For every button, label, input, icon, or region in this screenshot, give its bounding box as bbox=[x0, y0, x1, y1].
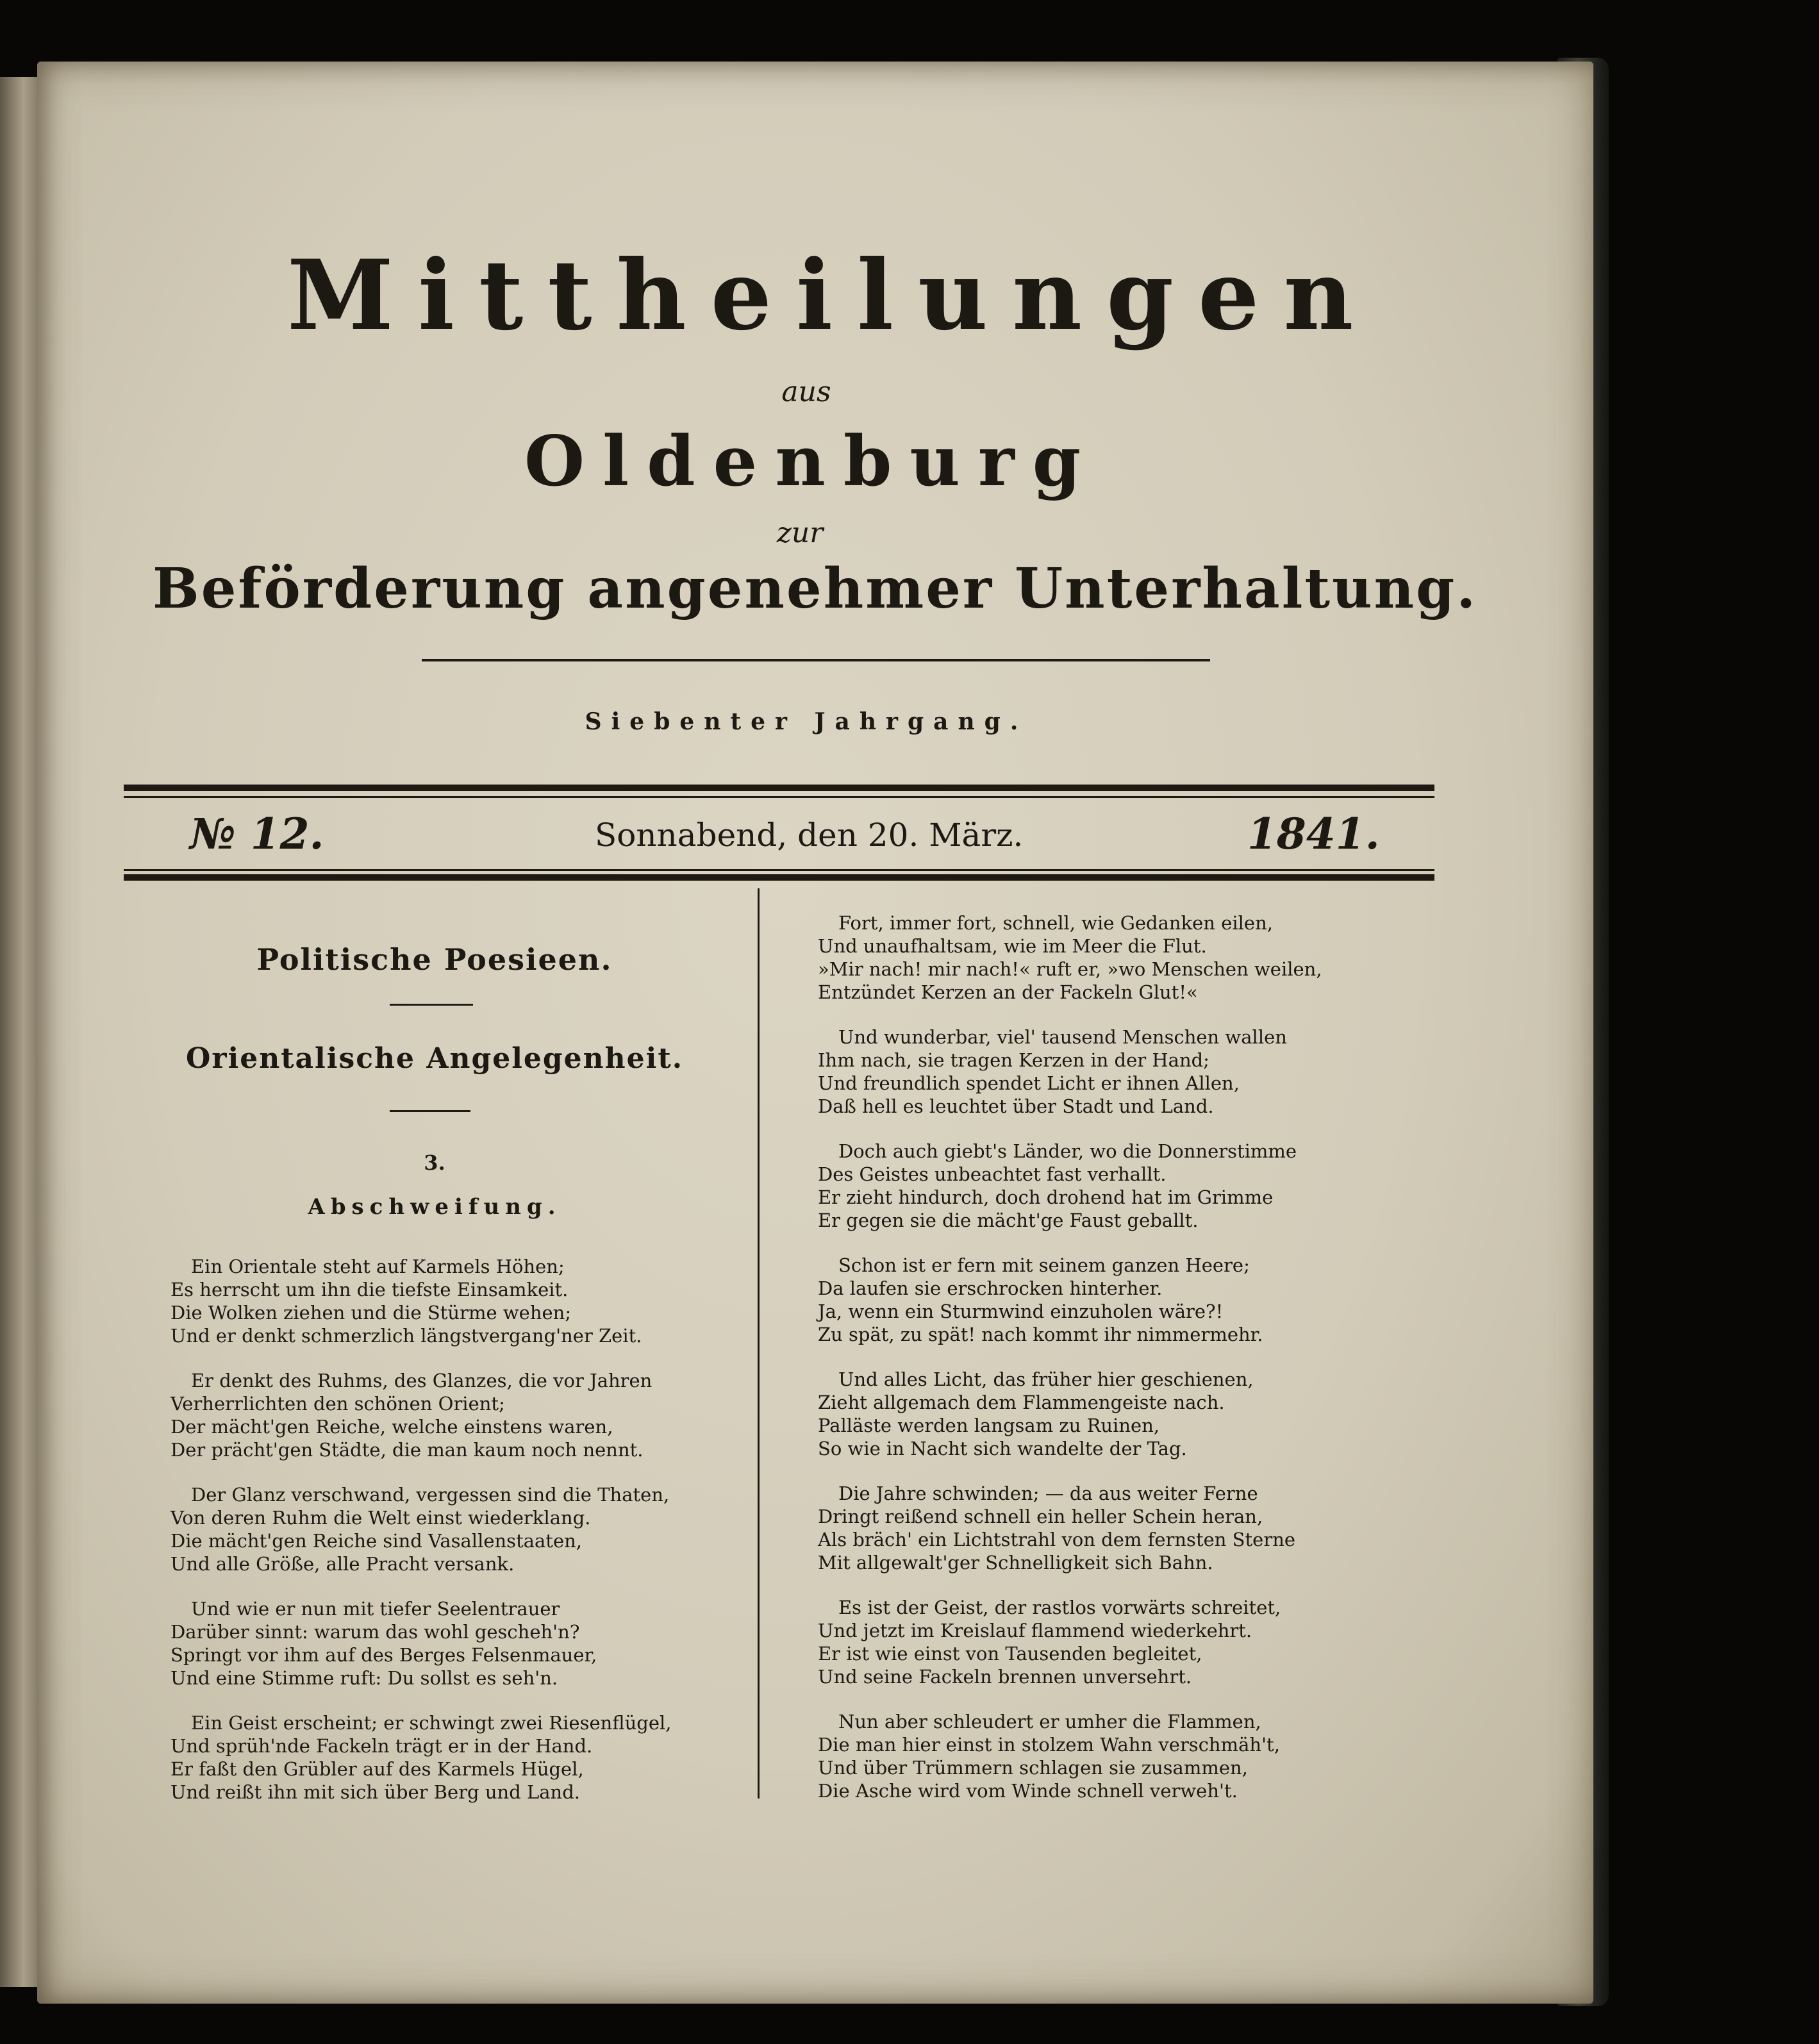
poem-line: Er zieht hindurch, doch drohend hat im Grimme bbox=[818, 1186, 1274, 1208]
issue-date: Sonnabend, den 20. März. bbox=[595, 817, 1024, 854]
issue-number: № 12. bbox=[190, 809, 324, 859]
stanza bbox=[818, 911, 1433, 1004]
issue-bar-top-thin bbox=[124, 796, 1434, 798]
stanza bbox=[818, 1482, 1433, 1574]
column-divider bbox=[758, 888, 760, 1799]
section-title-rule bbox=[390, 1004, 473, 1006]
masthead-for-word: zur bbox=[776, 517, 824, 549]
poem-line: Als bräch' ein Lichtstrahl von dem fernsten Sterne bbox=[818, 1529, 1296, 1550]
poem-line: Verherrlichten den schönen Orient; bbox=[170, 1393, 505, 1415]
stanza bbox=[818, 1710, 1433, 1802]
poem-line: Er faßt den Grübler auf des Karmels Hügel, bbox=[170, 1758, 584, 1780]
poem-line: Und sprüh'nde Fackeln trägt er in der Hand. bbox=[170, 1735, 593, 1757]
stanza bbox=[170, 1369, 747, 1461]
stanza bbox=[170, 1597, 747, 1690]
stanza bbox=[818, 1596, 1433, 1688]
poem-line: Es herrscht um ihn die tiefste Einsamkeit. bbox=[170, 1279, 569, 1300]
poem-line: Der prächt'gen Städte, die man kaum noch nennt. bbox=[170, 1439, 644, 1461]
section-title: Politische Poesieen. bbox=[256, 942, 613, 977]
poem-line: Die Asche wird vom Winde schnell verweh't. bbox=[818, 1780, 1238, 1802]
stanza bbox=[818, 1026, 1433, 1118]
poem-right-column bbox=[818, 911, 1433, 1824]
facing-page-edge bbox=[0, 77, 42, 1987]
masthead-from-word: aus bbox=[781, 376, 831, 408]
poem-line: Nun aber schleudert er umher die Flammen, bbox=[838, 1711, 1261, 1732]
poem-line: Darüber sinnt: warum das wohl gescheh'n? bbox=[170, 1621, 580, 1643]
issue-year: 1841. bbox=[1247, 809, 1380, 859]
poem-line: Des Geistes unbeachtet fast verhallt. bbox=[818, 1163, 1167, 1185]
poem-line: Zu spät, zu spät! nach kommt ihr nimmermehr. bbox=[818, 1324, 1263, 1345]
poem-line: Der mächt'gen Reiche, welche einstens waren, bbox=[170, 1416, 613, 1438]
poem-line: Ein Orientale steht auf Karmels Höhen; bbox=[191, 1256, 565, 1277]
masthead-subtitle: Beförderung angenehmer Unterhaltung. bbox=[153, 556, 1478, 621]
poem-line: Und er denkt schmerzlich längstvergang'ner Zeit. bbox=[170, 1325, 642, 1347]
poem-line: Die mächt'gen Reiche sind Vasallenstaaten, bbox=[170, 1530, 583, 1552]
poem-line: Und eine Stimme ruft: Du sollst es seh'n. bbox=[170, 1667, 558, 1689]
poem-line: Ja, wenn ein Sturmwind einzuholen wäre?! bbox=[818, 1300, 1224, 1322]
masthead-place: Oldenburg bbox=[524, 421, 1099, 502]
poem-line: Es ist der Geist, der rastlos vorwärts schreitet, bbox=[838, 1597, 1281, 1618]
newspaper-page bbox=[37, 62, 1593, 2004]
poem-line: Palläste werden langsam zu Ruinen, bbox=[818, 1415, 1160, 1436]
poem-left-column bbox=[170, 1255, 747, 1825]
poem-line: Ein Geist erscheint; er schwingt zwei Riesenflügel, bbox=[191, 1712, 672, 1734]
poem-line: Zieht allgemach dem Flammengeiste nach. bbox=[818, 1392, 1225, 1413]
poem-line: Die Wolken ziehen und die Stürme wehen; bbox=[170, 1302, 572, 1324]
poem-line: Fort, immer fort, schnell, wie Gedanken eilen, bbox=[838, 912, 1273, 934]
poem-line: Der Glanz verschwand, vergessen sind die Thaten, bbox=[191, 1484, 670, 1506]
part-title: Abschweifung. bbox=[308, 1194, 561, 1220]
poem-line: Und wunderbar, viel' tausend Menschen wallen bbox=[838, 1026, 1287, 1048]
poem-line: Die man hier einst in stolzem Wahn verschmäh't, bbox=[818, 1734, 1280, 1756]
poem-line: Schon ist er fern mit seinem ganzen Heere; bbox=[838, 1254, 1250, 1276]
stanza bbox=[170, 1711, 747, 1804]
poem-line: Springt vor ihm auf des Berges Felsenmauer, bbox=[170, 1644, 597, 1666]
stanza bbox=[818, 1368, 1433, 1460]
volume-line: Siebenter Jahrgang. bbox=[585, 708, 1028, 735]
poem-line: Er gegen sie die mächt'ge Faust geballt. bbox=[818, 1209, 1199, 1231]
poem-line: Entzündet Kerzen an der Fackeln Glut!« bbox=[818, 981, 1198, 1003]
poem-line: »Mir nach! mir nach!« ruft er, »wo Menschen weilen, bbox=[818, 958, 1322, 980]
stanza bbox=[818, 1254, 1433, 1346]
poem-line: Mit allgewalt'ger Schnelligkeit sich Bahn. bbox=[818, 1552, 1213, 1574]
poem-line: Und wie er nun mit tiefer Seelentrauer bbox=[191, 1598, 560, 1620]
poem-line: Die Jahre schwinden; — da aus weiter Ferne bbox=[838, 1483, 1258, 1504]
poem-line: Und jetzt im Kreislauf flammend wiederkehrt. bbox=[818, 1620, 1252, 1641]
poem-line: Von deren Ruhm die Welt einst wiederklang. bbox=[170, 1507, 591, 1529]
poem-line: Und alle Größe, alle Pracht versank. bbox=[170, 1553, 515, 1575]
poem-line: Und freundlich spendet Licht er ihnen Allen, bbox=[818, 1072, 1240, 1094]
poem-line: Er ist wie einst von Tausenden begleitet, bbox=[818, 1643, 1202, 1665]
poem-line: Ihm nach, sie tragen Kerzen in der Hand; bbox=[818, 1049, 1209, 1071]
stanza bbox=[170, 1483, 747, 1575]
issue-bar-bottom-thin bbox=[124, 869, 1434, 871]
stanza bbox=[170, 1255, 747, 1347]
article-title-rule bbox=[390, 1110, 470, 1112]
article-title: Orientalische Angelegenheit. bbox=[185, 1042, 684, 1075]
poem-line: So wie in Nacht sich wandelte der Tag. bbox=[818, 1438, 1187, 1459]
poem-line: Doch auch giebt's Länder, wo die Donnerstimme bbox=[838, 1140, 1297, 1162]
poem-line: Und reißt ihn mit sich über Berg und Land. bbox=[170, 1781, 580, 1803]
issue-bar-top-thick bbox=[124, 785, 1434, 791]
poem-line: Er denkt des Ruhms, des Glanzes, die vor Jahren bbox=[191, 1370, 652, 1392]
part-number: 3. bbox=[424, 1151, 445, 1175]
poem-line: Dringt reißend schnell ein heller Schein heran, bbox=[818, 1506, 1263, 1527]
issue-bar-bottom-thick bbox=[124, 874, 1434, 881]
masthead-title: Mittheilungen bbox=[287, 239, 1378, 352]
poem-line: Da laufen sie erschrocken hinterher. bbox=[818, 1277, 1163, 1299]
poem-line: Und über Trümmern schlagen sie zusammen, bbox=[818, 1757, 1248, 1779]
poem-line: Daß hell es leuchtet über Stadt und Land. bbox=[818, 1095, 1214, 1117]
stanza bbox=[818, 1140, 1433, 1232]
poem-line: Und seine Fackeln brennen unversehrt. bbox=[818, 1666, 1192, 1688]
poem-line: Und alles Licht, das früher hier geschienen, bbox=[838, 1368, 1254, 1390]
masthead-divider bbox=[422, 659, 1210, 661]
poem-line: Und unaufhaltsam, wie im Meer die Flut. bbox=[818, 935, 1207, 957]
